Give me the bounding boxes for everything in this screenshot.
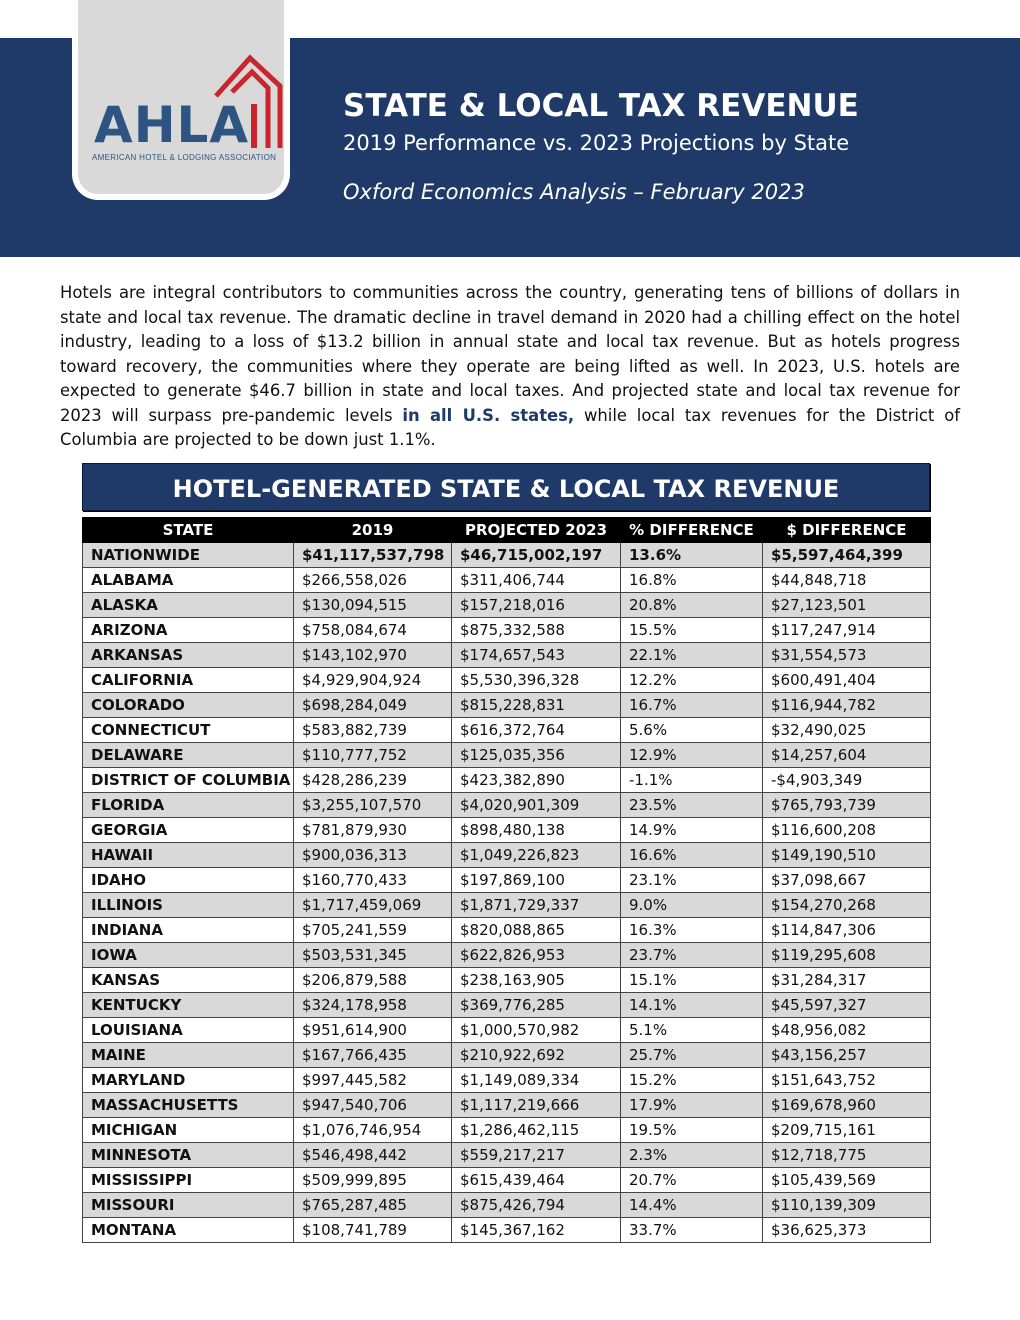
cell-state: MINNESOTA xyxy=(83,1143,294,1168)
cell-dollar-difference: $32,490,025 xyxy=(763,718,931,743)
cell-value-2019: $781,879,930 xyxy=(294,818,452,843)
column-header-2019: 2019 xyxy=(294,518,452,543)
table-row xyxy=(83,693,931,718)
cell-state: KENTUCKY xyxy=(83,993,294,1018)
cell-state: INDIANA xyxy=(83,918,294,943)
cell-state: NATIONWIDE xyxy=(83,543,294,568)
cell-state: ALABAMA xyxy=(83,568,294,593)
cell-dollar-difference: $151,643,752 xyxy=(763,1068,931,1093)
table-row xyxy=(83,793,931,818)
column-header-dollar-difference: $ DIFFERENCE xyxy=(763,518,931,543)
cell-value-projected-2023: $174,657,543 xyxy=(452,643,621,668)
cell-value-projected-2023: $616,372,764 xyxy=(452,718,621,743)
cell-percent-difference: 20.8% xyxy=(621,593,763,618)
page-source-line: Oxford Economics Analysis – February 2023 xyxy=(343,180,805,204)
table-row xyxy=(83,668,931,693)
table-row xyxy=(83,1193,931,1218)
cell-dollar-difference: $209,715,161 xyxy=(763,1118,931,1143)
cell-state: MICHIGAN xyxy=(83,1118,294,1143)
cell-value-2019: $108,741,789 xyxy=(294,1218,452,1243)
cell-dollar-difference: $114,847,306 xyxy=(763,918,931,943)
logo-tagline: AMERICAN HOTEL & LODGING ASSOCIATION xyxy=(92,153,277,162)
cell-value-2019: $698,284,049 xyxy=(294,693,452,718)
table-row xyxy=(83,943,931,968)
tax-revenue-table xyxy=(82,517,931,1243)
cell-dollar-difference: $169,678,960 xyxy=(763,1093,931,1118)
cell-value-projected-2023: $1,117,219,666 xyxy=(452,1093,621,1118)
cell-percent-difference: 16.8% xyxy=(621,568,763,593)
cell-state: KANSAS xyxy=(83,968,294,993)
cell-value-projected-2023: $1,149,089,334 xyxy=(452,1068,621,1093)
cell-percent-difference: 23.7% xyxy=(621,943,763,968)
table-row xyxy=(83,1218,931,1243)
cell-state: GEORGIA xyxy=(83,818,294,843)
table-row xyxy=(83,543,931,568)
cell-dollar-difference: $765,793,739 xyxy=(763,793,931,818)
cell-percent-difference: 9.0% xyxy=(621,893,763,918)
table-row xyxy=(83,818,931,843)
table-row xyxy=(83,868,931,893)
cell-value-2019: $3,255,107,570 xyxy=(294,793,452,818)
cell-value-2019: $167,766,435 xyxy=(294,1043,452,1068)
cell-percent-difference: 23.5% xyxy=(621,793,763,818)
cell-value-2019: $1,717,459,069 xyxy=(294,893,452,918)
cell-value-2019: $130,094,515 xyxy=(294,593,452,618)
cell-value-2019: $428,286,239 xyxy=(294,768,452,793)
cell-value-projected-2023: $615,439,464 xyxy=(452,1168,621,1193)
cell-value-2019: $705,241,559 xyxy=(294,918,452,943)
table-row xyxy=(83,743,931,768)
cell-percent-difference: 12.2% xyxy=(621,668,763,693)
cell-value-2019: $503,531,345 xyxy=(294,943,452,968)
table-row xyxy=(83,993,931,1018)
cell-dollar-difference: $27,123,501 xyxy=(763,593,931,618)
cell-value-2019: $41,117,537,798 xyxy=(294,543,452,568)
cell-dollar-difference: $116,944,782 xyxy=(763,693,931,718)
ahla-logo xyxy=(72,0,290,200)
cell-value-2019: $509,999,895 xyxy=(294,1168,452,1193)
table-row xyxy=(83,643,931,668)
table-row xyxy=(83,768,931,793)
cell-dollar-difference: $117,247,914 xyxy=(763,618,931,643)
cell-dollar-difference: $48,956,082 xyxy=(763,1018,931,1043)
cell-value-projected-2023: $820,088,865 xyxy=(452,918,621,943)
cell-dollar-difference: $14,257,604 xyxy=(763,743,931,768)
cell-dollar-difference: $43,156,257 xyxy=(763,1043,931,1068)
intro-text-after: while local tax revenues for the District of Columbia are projected to be down just 1.1%. xyxy=(60,405,960,449)
column-header-projected-2023: PROJECTED 2023 xyxy=(452,518,621,543)
table-body xyxy=(83,543,931,1243)
cell-value-2019: $546,498,442 xyxy=(294,1143,452,1168)
intro-emphasis: in all U.S. states, xyxy=(402,405,575,425)
cell-value-projected-2023: $238,163,905 xyxy=(452,968,621,993)
cell-percent-difference: 2.3% xyxy=(621,1143,763,1168)
cell-state: IDAHO xyxy=(83,868,294,893)
cell-dollar-difference: $105,439,569 xyxy=(763,1168,931,1193)
cell-state: MISSISSIPPI xyxy=(83,1168,294,1193)
intro-text-before: Hotels are integral contributors to communities across the country, generating tens of billions of dollars in state and local tax revenue. The dramatic decline in travel demand in 2020 had a chilling effect on the hotel industry, leading to a loss of $13.2 billion in annual state and local tax revenue. But as hotels progress toward recovery, the communities where they operate are being lifted as well. In 2023, U.S. hotels are expected to generate $46.7 billion in state and local taxes. And projected state and local tax revenue for 2023 will surpass pre-pandemic levels xyxy=(60,283,960,425)
cell-dollar-difference: $31,554,573 xyxy=(763,643,931,668)
cell-percent-difference: 33.7% xyxy=(621,1218,763,1243)
cell-percent-difference: 14.1% xyxy=(621,993,763,1018)
cell-state: DISTRICT OF COLUMBIA xyxy=(83,768,294,793)
cell-value-projected-2023: $1,871,729,337 xyxy=(452,893,621,918)
cell-dollar-difference: -$4,903,349 xyxy=(763,768,931,793)
cell-value-2019: $997,445,582 xyxy=(294,1068,452,1093)
cell-value-2019: $143,102,970 xyxy=(294,643,452,668)
cell-percent-difference: 5.1% xyxy=(621,1018,763,1043)
cell-percent-difference: 15.5% xyxy=(621,618,763,643)
cell-value-projected-2023: $815,228,831 xyxy=(452,693,621,718)
cell-percent-difference: 19.5% xyxy=(621,1118,763,1143)
cell-value-2019: $947,540,706 xyxy=(294,1093,452,1118)
table-title: HOTEL-GENERATED STATE & LOCAL TAX REVENUE xyxy=(82,463,930,511)
cell-state: MARYLAND xyxy=(83,1068,294,1093)
cell-value-2019: $765,287,485 xyxy=(294,1193,452,1218)
cell-value-2019: $206,879,588 xyxy=(294,968,452,993)
cell-value-projected-2023: $5,530,396,328 xyxy=(452,668,621,693)
table-row xyxy=(83,718,931,743)
cell-value-projected-2023: $1,049,226,823 xyxy=(452,843,621,868)
cell-state: DELAWARE xyxy=(83,743,294,768)
cell-state: HAWAII xyxy=(83,843,294,868)
cell-state: ALASKA xyxy=(83,593,294,618)
cell-percent-difference: 16.7% xyxy=(621,693,763,718)
table-row xyxy=(83,1018,931,1043)
table-row xyxy=(83,1118,931,1143)
cell-value-projected-2023: $157,218,016 xyxy=(452,593,621,618)
cell-state: ILLINOIS xyxy=(83,893,294,918)
cell-percent-difference: 13.6% xyxy=(621,543,763,568)
table-header-row xyxy=(83,518,931,543)
cell-value-2019: $758,084,674 xyxy=(294,618,452,643)
cell-state: CONNECTICUT xyxy=(83,718,294,743)
table-row xyxy=(83,1168,931,1193)
cell-value-2019: $160,770,433 xyxy=(294,868,452,893)
cell-percent-difference: 25.7% xyxy=(621,1043,763,1068)
table-row xyxy=(83,1043,931,1068)
cell-dollar-difference: $44,848,718 xyxy=(763,568,931,593)
cell-state: MISSOURI xyxy=(83,1193,294,1218)
cell-state: MAINE xyxy=(83,1043,294,1068)
table-row xyxy=(83,893,931,918)
table-row xyxy=(83,618,931,643)
intro-paragraph xyxy=(60,281,960,453)
cell-value-2019: $1,076,746,954 xyxy=(294,1118,452,1143)
cell-percent-difference: 16.6% xyxy=(621,843,763,868)
cell-percent-difference: 14.9% xyxy=(621,818,763,843)
cell-percent-difference: 15.1% xyxy=(621,968,763,993)
cell-dollar-difference: $110,139,309 xyxy=(763,1193,931,1218)
cell-dollar-difference: $31,284,317 xyxy=(763,968,931,993)
cell-dollar-difference: $116,600,208 xyxy=(763,818,931,843)
cell-dollar-difference: $600,491,404 xyxy=(763,668,931,693)
cell-state: COLORADO xyxy=(83,693,294,718)
cell-value-projected-2023: $197,869,100 xyxy=(452,868,621,893)
cell-value-projected-2023: $898,480,138 xyxy=(452,818,621,843)
table-row xyxy=(83,568,931,593)
cell-percent-difference: 22.1% xyxy=(621,643,763,668)
cell-dollar-difference: $154,270,268 xyxy=(763,893,931,918)
cell-value-projected-2023: $423,382,890 xyxy=(452,768,621,793)
cell-state: CALIFORNIA xyxy=(83,668,294,693)
cell-value-projected-2023: $559,217,217 xyxy=(452,1143,621,1168)
cell-dollar-difference: $37,098,667 xyxy=(763,868,931,893)
cell-dollar-difference: $119,295,608 xyxy=(763,943,931,968)
cell-value-projected-2023: $1,286,462,115 xyxy=(452,1118,621,1143)
table-row xyxy=(83,593,931,618)
cell-value-projected-2023: $125,035,356 xyxy=(452,743,621,768)
cell-value-2019: $900,036,313 xyxy=(294,843,452,868)
cell-value-projected-2023: $1,000,570,982 xyxy=(452,1018,621,1043)
cell-value-projected-2023: $4,020,901,309 xyxy=(452,793,621,818)
cell-dollar-difference: $45,597,327 xyxy=(763,993,931,1018)
cell-state: MONTANA xyxy=(83,1218,294,1243)
cell-percent-difference: 17.9% xyxy=(621,1093,763,1118)
page-subtitle: 2019 Performance vs. 2023 Projections by State xyxy=(343,131,850,155)
cell-percent-difference: 12.9% xyxy=(621,743,763,768)
cell-value-2019: $583,882,739 xyxy=(294,718,452,743)
cell-value-2019: $324,178,958 xyxy=(294,993,452,1018)
cell-dollar-difference: $149,190,510 xyxy=(763,843,931,868)
cell-state: FLORIDA xyxy=(83,793,294,818)
table-row xyxy=(83,1068,931,1093)
cell-value-projected-2023: $145,367,162 xyxy=(452,1218,621,1243)
table-row xyxy=(83,1093,931,1118)
cell-value-2019: $4,929,904,924 xyxy=(294,668,452,693)
table-row xyxy=(83,1143,931,1168)
cell-dollar-difference: $12,718,775 xyxy=(763,1143,931,1168)
cell-value-projected-2023: $210,922,692 xyxy=(452,1043,621,1068)
cell-value-2019: $110,777,752 xyxy=(294,743,452,768)
cell-percent-difference: 15.2% xyxy=(621,1068,763,1093)
cell-value-projected-2023: $875,426,794 xyxy=(452,1193,621,1218)
logo-wordmark: AHLA xyxy=(94,96,250,154)
table-row xyxy=(83,918,931,943)
page-title: STATE & LOCAL TAX REVENUE xyxy=(343,88,859,124)
column-header-state: STATE xyxy=(83,518,294,543)
cell-percent-difference: 23.1% xyxy=(621,868,763,893)
cell-state: IOWA xyxy=(83,943,294,968)
cell-state: ARKANSAS xyxy=(83,643,294,668)
cell-dollar-difference: $5,597,464,399 xyxy=(763,543,931,568)
table-row xyxy=(83,968,931,993)
table-row xyxy=(83,843,931,868)
cell-percent-difference: 14.4% xyxy=(621,1193,763,1218)
cell-percent-difference: 20.7% xyxy=(621,1168,763,1193)
cell-value-projected-2023: $46,715,002,197 xyxy=(452,543,621,568)
cell-dollar-difference: $36,625,373 xyxy=(763,1218,931,1243)
cell-percent-difference: -1.1% xyxy=(621,768,763,793)
cell-value-projected-2023: $311,406,744 xyxy=(452,568,621,593)
cell-percent-difference: 16.3% xyxy=(621,918,763,943)
cell-value-2019: $266,558,026 xyxy=(294,568,452,593)
cell-value-projected-2023: $622,826,953 xyxy=(452,943,621,968)
cell-percent-difference: 5.6% xyxy=(621,718,763,743)
cell-value-projected-2023: $369,776,285 xyxy=(452,993,621,1018)
cell-state: ARIZONA xyxy=(83,618,294,643)
cell-value-projected-2023: $875,332,588 xyxy=(452,618,621,643)
column-header-percent-difference: % DIFFERENCE xyxy=(621,518,763,543)
cell-state: MASSACHUSETTS xyxy=(83,1093,294,1118)
cell-state: LOUISIANA xyxy=(83,1018,294,1043)
cell-value-2019: $951,614,900 xyxy=(294,1018,452,1043)
